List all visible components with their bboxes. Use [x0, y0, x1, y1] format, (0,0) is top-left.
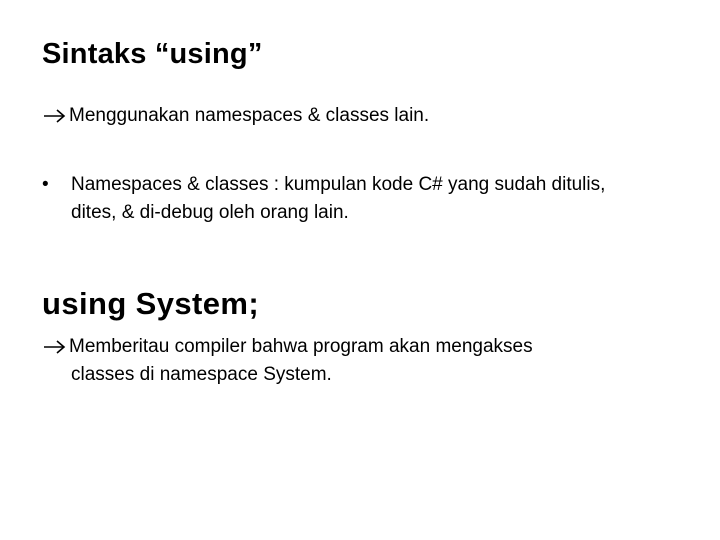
explain-line-continued [71, 361, 332, 388]
intro-text: Menggunakan namespaces & classes lain. [69, 105, 430, 126]
slide-title: Sintaks “using” [42, 38, 263, 70]
bullet-item-continued [42, 199, 349, 226]
bullet-text-line1: Namespaces & classes : kumpulan kode C# yang sudah ditulis, [71, 174, 606, 195]
explain-text-line1: Memberitau compiler bahwa program akan mengakses [69, 336, 533, 357]
explain-text-line2: classes di namespace System. [71, 364, 332, 385]
arrow-right-icon [42, 107, 68, 125]
bullet-text-line2: dites, & di-debug oleh orang lain. [71, 202, 349, 223]
code-heading: using System; [42, 286, 260, 321]
arrow-right-icon [42, 338, 68, 356]
intro-line [42, 102, 429, 129]
bullet-item [42, 171, 605, 198]
bullet-icon: • [42, 174, 49, 195]
explain-line [42, 333, 533, 360]
